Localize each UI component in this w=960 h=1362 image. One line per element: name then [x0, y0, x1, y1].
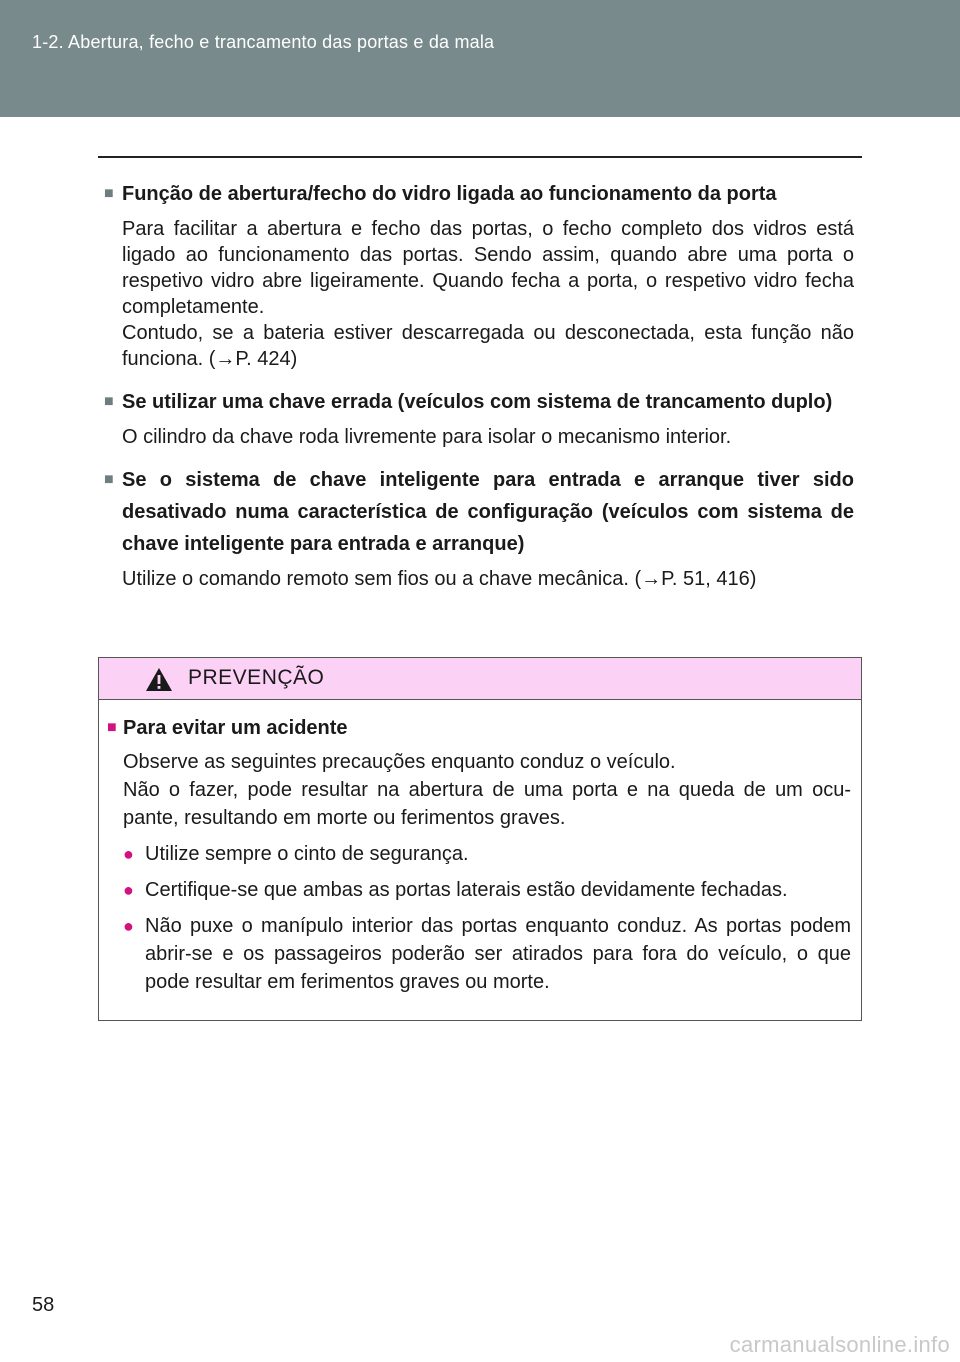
header-band — [0, 0, 960, 117]
caution-label: PREVENÇÃO — [188, 666, 325, 689]
square-bullet-icon: ■ — [104, 393, 114, 410]
caution-paragraph: Observe as seguintes precauções enquanto conduz o veículo. — [123, 751, 676, 773]
warning-triangle-icon — [145, 667, 173, 697]
page-number: 58 — [32, 1294, 55, 1316]
section-door-window — [104, 178, 854, 372]
circle-bullet-icon: ● — [123, 844, 134, 864]
divider — [98, 156, 862, 158]
caution-header — [99, 658, 861, 700]
main-content — [104, 178, 854, 606]
watermark: carmanualsonline.info — [729, 1332, 950, 1357]
caution-bullet: ● Não puxe o manípulo interior das portas enquanto conduz. As portas podem abrir-se e os passageiros poderão ser atirados para fora do veículo, o que pode resultar em ferimentos graves ou morte. — [123, 912, 851, 996]
section-title: 1-2. Abertura, fecho e trancamento das portas e da mala — [32, 32, 495, 52]
section-paragraph: Para facilitar a abertura e fecho das portas, o fecho completo dos vidros está ligado ao funcionamento das portas. Sendo assim, quando abre uma porta o respetivo vidro abre ligeiramente. Quando fecha a porta, o respetivo vidro fecha completamente. — [122, 218, 854, 318]
section-wrong-key — [104, 386, 854, 450]
caution-paragraph: Não o fazer, pode resultar na abertura de uma porta e na queda de um ocu-pante, resultando em morte ou ferimentos graves. — [123, 779, 851, 829]
square-bullet-icon: ■ — [107, 719, 117, 736]
square-bullet-icon: ■ — [104, 185, 114, 202]
circle-bullet-icon: ● — [123, 916, 134, 936]
caution-bullet: ● Certifique-se que ambas as portas laterais estão devidamente fechadas. — [123, 876, 851, 904]
section-paragraph: Utilize o comando remoto sem fios ou a chave mecânica. (→P. 51, 416) — [122, 568, 757, 590]
square-bullet-icon: ■ — [104, 471, 114, 488]
caution-box — [98, 657, 862, 1021]
section-heading: Função de abertura/fecho do vidro ligada ao funcionamento da porta — [122, 183, 777, 205]
circle-bullet-icon: ● — [123, 880, 134, 900]
section-paragraph: Contudo, se a bateria estiver descarregada ou desconectada, esta função não funciona. (→P. 424) — [122, 322, 854, 370]
caution-heading: Para evitar um acidente — [123, 717, 348, 739]
section-heading: Se utilizar uma chave errada (veículos com sistema de trancamento duplo) — [122, 391, 833, 413]
section-heading: Se o sistema de chave inteligente para entrada e arranque tiver sido desativado numa característica de configuração (veículos com sistema de chave inteligente para entrada e arranque) — [122, 469, 854, 555]
caution-bullet: ● Utilize sempre o cinto de segurança. — [123, 840, 851, 868]
section-smart-key — [104, 464, 854, 592]
section-paragraph: O cilindro da chave roda livremente para isolar o mecanismo interior. — [122, 426, 732, 448]
